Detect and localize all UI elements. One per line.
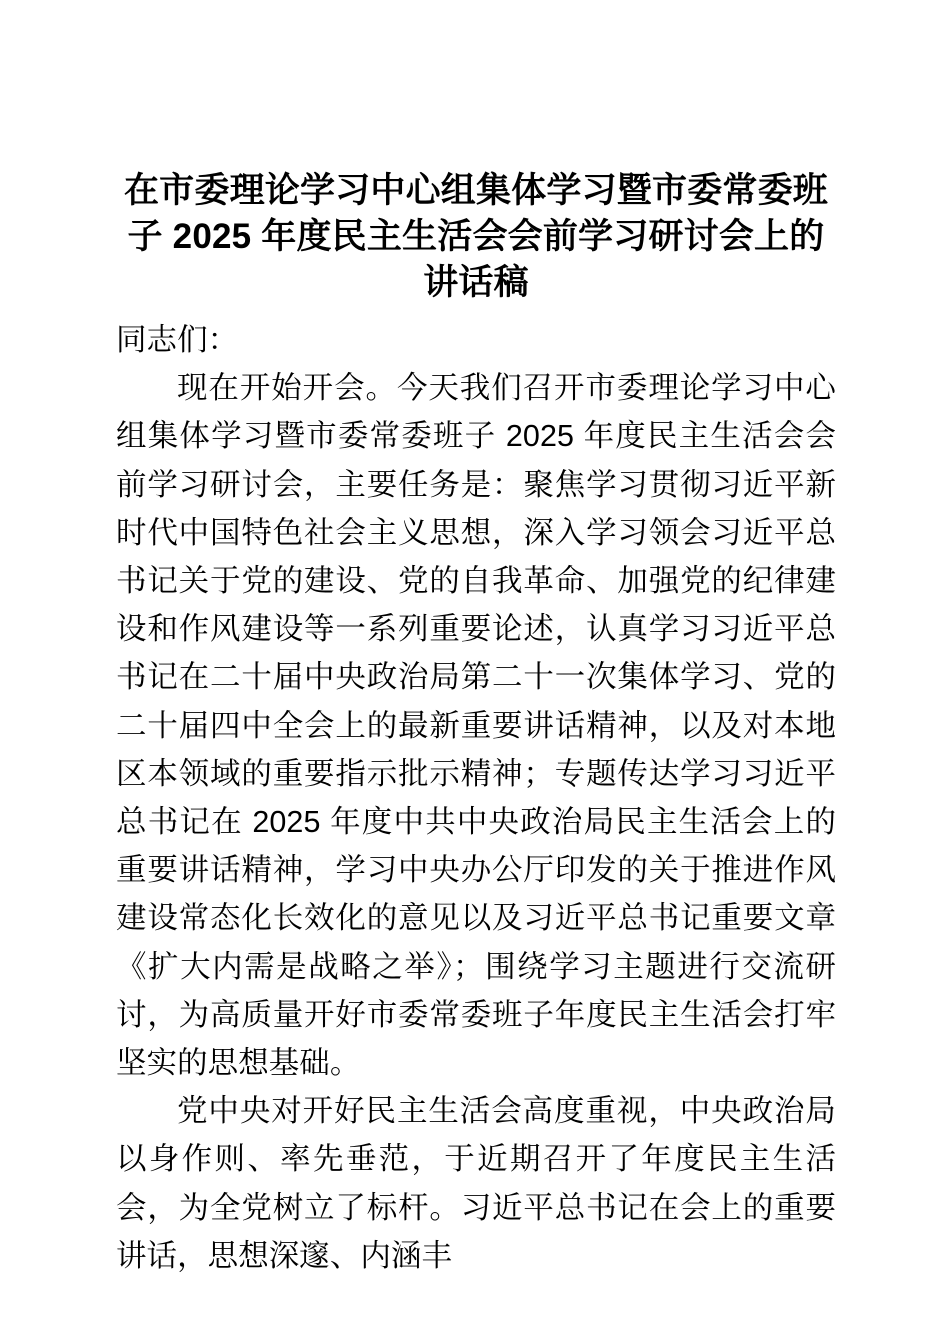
body-paragraph-1: 现在开始开会。今天我们召开市委理论学习中心组集体学习暨市委常委班子 2025 年度民主生活会会前学习研讨会，主要任务是：聚焦学习贯彻习近平新时代中国特色社会主义思想，深入学习领会习近平总书记关于党的建设、党的自我革命、加强党的纪律建设和作风建设等一系列重要论述，认真学习习近平总书记在二十届中央政治局第二十一次集体学习、党的二十届四中全会上的最新重要讲话精神，以及对本地区本领域的重要指示批示精神；专题传达学习习近平总书记在 2025 年度中共中央政治局民主生活会上的重要讲话精神，学习中央办公厅印发的关于推进作风建设常态化长效化的意见以及习近平总书记重要文章《扩大内需是战略之举》；围绕学习主题进行交流研讨，为高质量开好市委常委班子年度民主生活会打牢坚实的思想基础。 [116,371,836,1081]
title-line-1: 在市委理论学习中心组集体学习暨市委常委班 [123,171,828,210]
salutation: 同志们： [116,323,239,357]
page-title [116,168,836,306]
title-line-2: 子 2025 年度民主生活会会前学习研讨会上的 [127,217,825,256]
title-line-3: 讲话稿 [423,263,529,302]
document-body [116,168,836,1280]
body-paragraph-2: 党中央对开好民主生活会高度重视，中央政治局以身作则、率先垂范，于近期召开了年度民主生活会，为全党树立了标杆。习近平总书记在会上的重要讲话，思想深邃、内涵丰 [116,1094,836,1273]
